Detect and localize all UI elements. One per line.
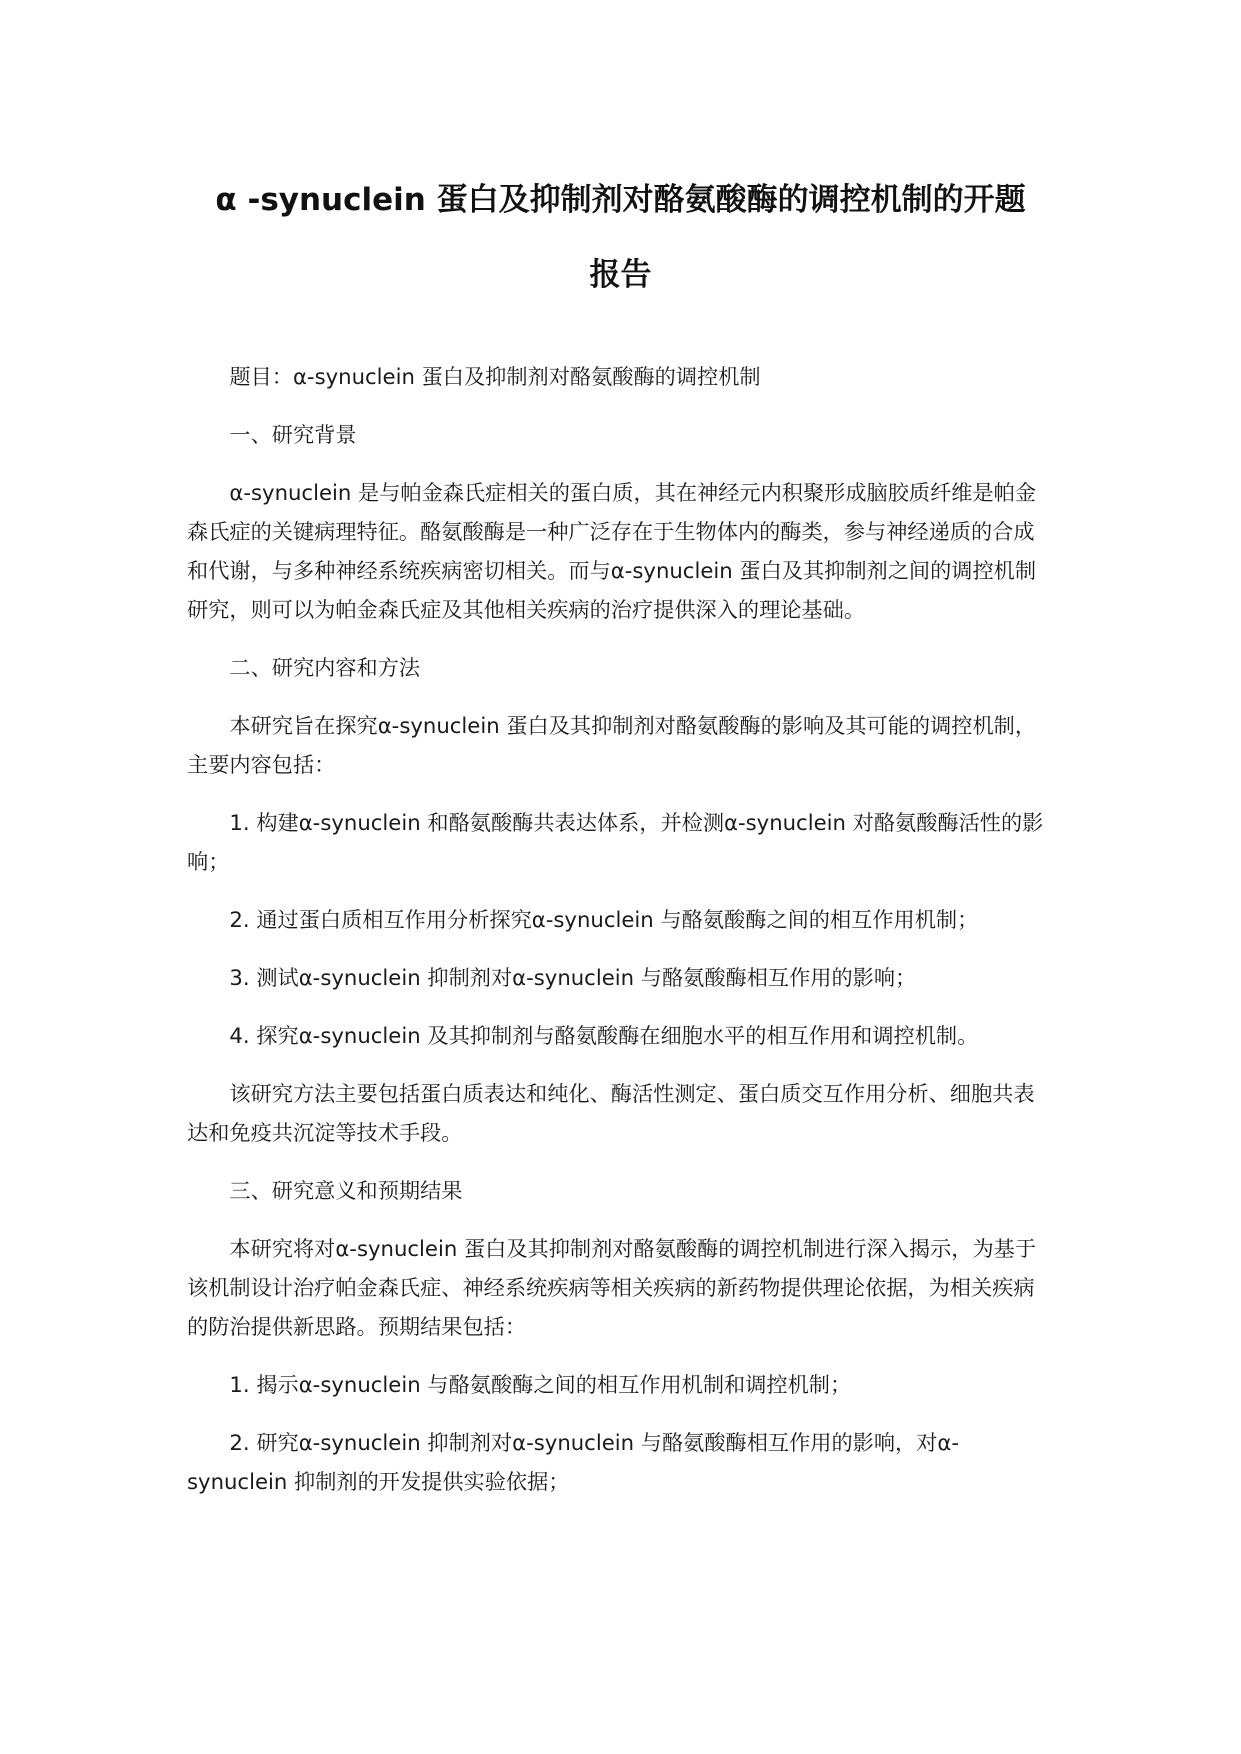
background-paragraph: α-synuclein 是与帕金森氏症相关的蛋白质，其在神经元内积聚形成脑胶质纤维是帕金森氏症的关键病理特征。酪氨酸酶是一种广泛存在于生物体内的酶类，参与神经递质的合成和代谢，与多种神经系统疾病密切相关。而与α-synuclein 蛋白及其抑制剂之间的调控机制研究，则可以为帕金森氏症及其他相关疾病的治疗提供深入的理论基础。 [187,480,1037,622]
content-list-item: 3. 测试α-synuclein 抑制剂对α-synuclein 与酪氨酸酶相互作用的影响； [229,965,917,990]
section-heading-significance: 三、研究意义和预期结果 [229,1178,463,1203]
content-list-item: 1. 构建α-synuclein 和酪氨酸酶共表达体系，并检测α-synuclein 对酪氨酸酶活性的影响； [187,810,1044,874]
section-heading-background: 一、研究背景 [229,422,357,447]
topic-line: 题目：α-synuclein 蛋白及抑制剂对酪氨酸酶的调控机制 [229,364,761,389]
significance-paragraph: 本研究将对α-synuclein 蛋白及其抑制剂对酪氨酸酶的调控机制进行深入揭示，为基于该机制设计治疗帕金森氏症、神经系统疾病等相关疾病的新药物提供理论依据，为相关疾病的防治提供新思路。预期结果包括： [187,1236,1037,1339]
content-list-item: 4. 探究α-synuclein 及其抑制剂与酪氨酸酶在细胞水平的相互作用和调控机制。 [229,1023,979,1048]
document-body [187,357,1047,1520]
document-title-line2: 报告 [589,257,652,293]
expected-result-item: 1. 揭示α-synuclein 与酪氨酸酶之间的相互作用机制和调控机制； [229,1372,852,1397]
document-title-line1: α -synuclein 蛋白及抑制剂对酪氨酸酶的调控机制的开题 [215,182,1026,218]
content-list-item: 2. 通过蛋白质相互作用分析探究α-synuclein 与酪氨酸酶之间的相互作用机制； [229,907,979,932]
expected-result-item: 2. 研究α-synuclein 抑制剂对α-synuclein 与酪氨酸酶相互作用的影响，对α-synuclein 抑制剂的开发提供实验依据； [187,1430,960,1494]
content-intro-paragraph: 本研究旨在探究α-synuclein 蛋白及其抑制剂对酪氨酸酶的影响及其可能的调控机制，主要内容包括： [187,713,1037,777]
section-heading-content-methods: 二、研究内容和方法 [229,655,421,680]
methods-paragraph: 该研究方法主要包括蛋白质表达和纯化、酶活性测定、蛋白质交互作用分析、细胞共表达和免疫共沉淀等技术手段。 [187,1081,1035,1145]
